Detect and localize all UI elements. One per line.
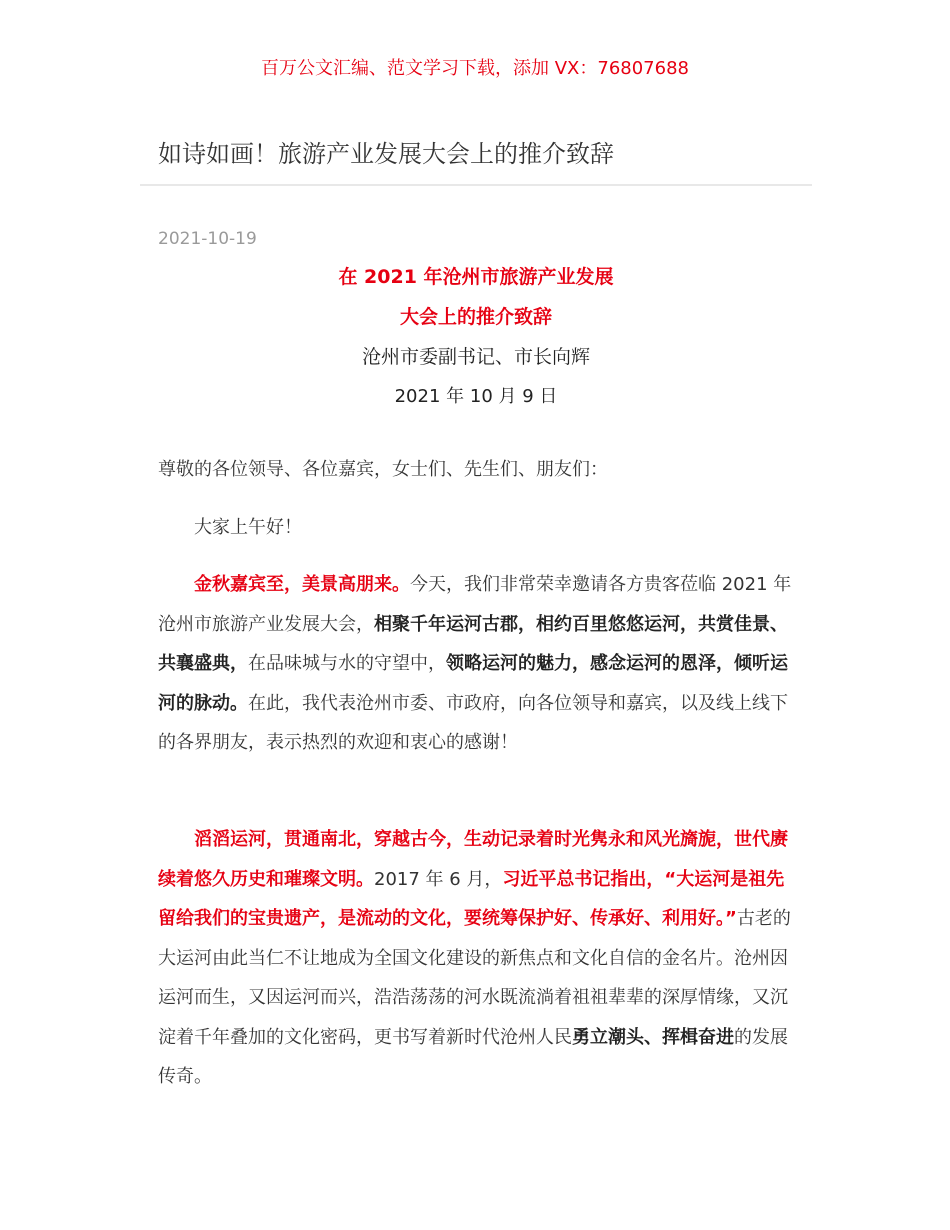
title-divider — [140, 184, 812, 186]
speech-heading-line1: 在 2021 年沧州市旅游产业发展 — [338, 266, 614, 288]
paragraph-1 — [158, 565, 792, 763]
promo-banner: 百万公文汇编、范文学习下载，添加 VX：76807688 — [261, 58, 689, 79]
p2-text-c: 的发展传奇。 — [158, 1026, 788, 1087]
article-date: 2021-10-19 — [158, 229, 257, 249]
p2-red-quote: 习近平总书记指出，“大运河是祖先留给我们的宝贵遗产，是流动的文化，要统筹保护好、传承好、利用好。” — [158, 868, 785, 929]
p1-red-lead: 金秋嘉宾至，美景高朋来。 — [194, 574, 410, 595]
p1-text-b: 在品味城与水的守望中， — [248, 653, 446, 674]
article-title: 如诗如画！旅游产业发展大会上的推介致辞 — [158, 140, 614, 168]
p2-bold: 勇立潮头、挥楫奋进 — [572, 1026, 734, 1048]
p2-text-b: 古老的大运河由此当仁不让地成为全国文化建设的新焦点和文化自信的金名片。沧州因运河而生，又因运河而兴，浩浩荡荡的河水既流淌着祖祖辈辈的深厚情缘，又沉淀着千年叠加的文化密码，更书写着新时代沧州人民 — [158, 908, 791, 1048]
p1-bold-a: 相聚千年运河古郡，相约百里悠悠运河，共赏佳景、共襄盛典， — [158, 613, 788, 674]
hello-line: 大家上午好！ — [194, 517, 302, 538]
p2-text-a: 2017 年 6 月， — [374, 868, 503, 890]
paragraph-2 — [158, 820, 792, 1097]
p1-text-a: 今天，我们非常荣幸邀请各方贵客莅临 2021 年沧州市旅游产业发展大会， — [158, 574, 792, 635]
p1-bold-b: 领略运河的魅力，感念运河的恩泽，倾听运河的脉动。 — [158, 653, 788, 714]
speech-heading-line2: 大会上的推介致辞 — [399, 306, 552, 328]
speech-date: 2021 年 10 月 9 日 — [394, 386, 558, 407]
p2-red-lead: 滔滔运河，贯通南北，穿越古今，生动记录着时光隽永和风光旖旎，世代赓续着悠久历史和璀璨文明。 — [158, 829, 788, 890]
speech-author: 沧州市委副书记、市长向辉 — [361, 346, 590, 368]
greeting: 尊敬的各位领导、各位嘉宾，女士们、先生们、朋友们： — [158, 459, 608, 480]
p1-text-c: 在此，我代表沧州市委、市政府，向各位领导和嘉宾，以及线上线下的各界朋友，表示热烈的欢迎和衷心的感谢！ — [158, 692, 788, 753]
